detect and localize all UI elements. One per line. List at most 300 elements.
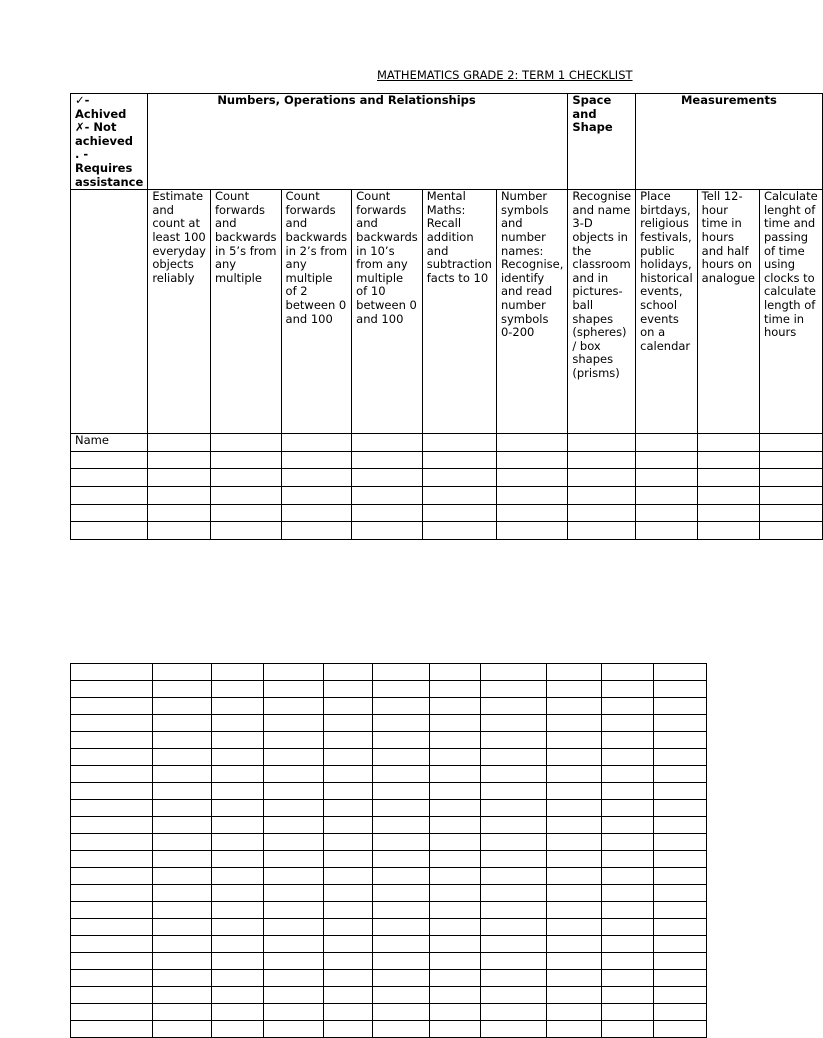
checklist-cell[interactable] xyxy=(153,851,212,868)
checklist-cell[interactable] xyxy=(481,919,547,936)
checklist-cell[interactable] xyxy=(481,698,547,715)
checklist-cell[interactable] xyxy=(212,1004,264,1021)
checklist-cell[interactable] xyxy=(324,919,373,936)
checklist-cell[interactable] xyxy=(654,902,707,919)
checklist-cell[interactable] xyxy=(153,715,212,732)
checklist-cell[interactable] xyxy=(324,1021,373,1038)
checklist-cell[interactable] xyxy=(422,469,496,487)
checklist-cell[interactable] xyxy=(324,936,373,953)
checklist-cell[interactable] xyxy=(430,715,481,732)
checklist-cell[interactable] xyxy=(264,783,324,800)
checklist-cell[interactable] xyxy=(153,885,212,902)
checklist-cell[interactable] xyxy=(153,732,212,749)
checklist-cell[interactable] xyxy=(264,902,324,919)
checklist-cell[interactable] xyxy=(636,486,698,504)
checklist-cell[interactable] xyxy=(697,469,759,487)
checklist-cell[interactable] xyxy=(430,885,481,902)
checklist-cell[interactable] xyxy=(602,664,654,681)
checklist-cell[interactable] xyxy=(281,486,352,504)
checklist-cell[interactable] xyxy=(210,451,281,469)
checklist-cell[interactable] xyxy=(547,953,602,970)
checklist-cell[interactable] xyxy=(264,936,324,953)
checklist-cell[interactable] xyxy=(373,885,430,902)
checklist-cell[interactable] xyxy=(481,783,547,800)
checklist-cell[interactable] xyxy=(547,681,602,698)
learner-name-cell[interactable] xyxy=(71,486,148,504)
checklist-cell[interactable] xyxy=(430,766,481,783)
checklist-cell[interactable] xyxy=(481,749,547,766)
learner-name-cell[interactable] xyxy=(71,987,153,1004)
checklist-cell[interactable] xyxy=(153,919,212,936)
checklist-cell[interactable] xyxy=(481,851,547,868)
checklist-cell[interactable] xyxy=(481,664,547,681)
learner-name-cell[interactable] xyxy=(71,715,153,732)
checklist-cell[interactable] xyxy=(430,698,481,715)
learner-name-cell[interactable] xyxy=(71,504,148,522)
checklist-cell[interactable] xyxy=(373,715,430,732)
checklist-cell[interactable] xyxy=(212,851,264,868)
checklist-cell[interactable] xyxy=(153,1021,212,1038)
checklist-cell[interactable] xyxy=(148,522,211,540)
checklist-cell[interactable] xyxy=(697,486,759,504)
checklist-cell[interactable] xyxy=(481,766,547,783)
checklist-cell[interactable] xyxy=(373,800,430,817)
checklist-cell[interactable] xyxy=(373,953,430,970)
checklist-cell[interactable] xyxy=(759,522,822,540)
checklist-cell[interactable] xyxy=(481,732,547,749)
checklist-cell[interactable] xyxy=(654,783,707,800)
checklist-cell[interactable] xyxy=(602,868,654,885)
checklist-cell[interactable] xyxy=(602,681,654,698)
checklist-cell[interactable] xyxy=(481,970,547,987)
checklist-cell[interactable] xyxy=(547,970,602,987)
checklist-cell[interactable] xyxy=(547,885,602,902)
checklist-cell[interactable] xyxy=(602,800,654,817)
checklist-cell[interactable] xyxy=(373,1004,430,1021)
checklist-cell[interactable] xyxy=(568,486,636,504)
checklist-cell[interactable] xyxy=(324,902,373,919)
checklist-cell[interactable] xyxy=(212,936,264,953)
checklist-cell[interactable] xyxy=(430,732,481,749)
checklist-cell[interactable] xyxy=(547,1021,602,1038)
checklist-cell[interactable] xyxy=(148,504,211,522)
checklist-cell[interactable] xyxy=(373,681,430,698)
checklist-cell[interactable] xyxy=(654,970,707,987)
checklist-cell[interactable] xyxy=(481,1021,547,1038)
checklist-cell[interactable] xyxy=(759,504,822,522)
checklist-cell[interactable] xyxy=(430,868,481,885)
checklist-cell[interactable] xyxy=(153,817,212,834)
checklist-cell[interactable] xyxy=(697,434,759,452)
checklist-cell[interactable] xyxy=(430,987,481,1004)
checklist-cell[interactable] xyxy=(210,504,281,522)
checklist-cell[interactable] xyxy=(264,1021,324,1038)
learner-name-cell[interactable] xyxy=(71,451,148,469)
checklist-cell[interactable] xyxy=(212,664,264,681)
checklist-cell[interactable] xyxy=(430,1004,481,1021)
checklist-cell[interactable] xyxy=(602,766,654,783)
checklist-cell[interactable] xyxy=(153,834,212,851)
learner-name-cell[interactable] xyxy=(71,522,148,540)
checklist-cell[interactable] xyxy=(148,451,211,469)
checklist-cell[interactable] xyxy=(654,749,707,766)
checklist-cell[interactable] xyxy=(636,469,698,487)
checklist-cell[interactable] xyxy=(654,817,707,834)
learner-name-cell[interactable] xyxy=(71,698,153,715)
checklist-cell[interactable] xyxy=(602,749,654,766)
checklist-cell[interactable] xyxy=(547,766,602,783)
checklist-cell[interactable] xyxy=(496,504,567,522)
checklist-cell[interactable] xyxy=(210,486,281,504)
checklist-cell[interactable] xyxy=(324,1004,373,1021)
checklist-cell[interactable] xyxy=(373,1021,430,1038)
checklist-cell[interactable] xyxy=(153,783,212,800)
checklist-cell[interactable] xyxy=(568,469,636,487)
checklist-cell[interactable] xyxy=(210,522,281,540)
checklist-cell[interactable] xyxy=(654,664,707,681)
checklist-cell[interactable] xyxy=(324,800,373,817)
checklist-cell[interactable] xyxy=(547,817,602,834)
checklist-cell[interactable] xyxy=(373,936,430,953)
checklist-cell[interactable] xyxy=(264,715,324,732)
learner-name-cell[interactable] xyxy=(71,919,153,936)
checklist-cell[interactable] xyxy=(373,817,430,834)
checklist-cell[interactable] xyxy=(264,970,324,987)
checklist-cell[interactable] xyxy=(153,936,212,953)
checklist-cell[interactable] xyxy=(654,834,707,851)
checklist-cell[interactable] xyxy=(602,817,654,834)
checklist-cell[interactable] xyxy=(264,1004,324,1021)
checklist-cell[interactable] xyxy=(654,868,707,885)
checklist-cell[interactable] xyxy=(281,451,352,469)
checklist-cell[interactable] xyxy=(481,834,547,851)
checklist-cell[interactable] xyxy=(481,800,547,817)
checklist-cell[interactable] xyxy=(422,451,496,469)
checklist-cell[interactable] xyxy=(636,451,698,469)
checklist-cell[interactable] xyxy=(264,953,324,970)
learner-name-cell[interactable] xyxy=(71,817,153,834)
checklist-cell[interactable] xyxy=(212,749,264,766)
checklist-cell[interactable] xyxy=(212,715,264,732)
checklist-cell[interactable] xyxy=(496,434,567,452)
checklist-cell[interactable] xyxy=(759,486,822,504)
checklist-cell[interactable] xyxy=(547,834,602,851)
checklist-cell[interactable] xyxy=(481,715,547,732)
checklist-cell[interactable] xyxy=(373,902,430,919)
checklist-cell[interactable] xyxy=(324,664,373,681)
checklist-cell[interactable] xyxy=(281,522,352,540)
checklist-cell[interactable] xyxy=(496,486,567,504)
checklist-cell[interactable] xyxy=(430,817,481,834)
checklist-cell[interactable] xyxy=(759,451,822,469)
checklist-cell[interactable] xyxy=(602,732,654,749)
checklist-cell[interactable] xyxy=(324,783,373,800)
checklist-cell[interactable] xyxy=(481,868,547,885)
checklist-cell[interactable] xyxy=(422,434,496,452)
checklist-cell[interactable] xyxy=(602,936,654,953)
checklist-cell[interactable] xyxy=(212,953,264,970)
checklist-cell[interactable] xyxy=(324,681,373,698)
checklist-cell[interactable] xyxy=(153,1004,212,1021)
checklist-cell[interactable] xyxy=(324,953,373,970)
checklist-cell[interactable] xyxy=(636,522,698,540)
checklist-cell[interactable] xyxy=(547,902,602,919)
checklist-cell[interactable] xyxy=(547,749,602,766)
checklist-cell[interactable] xyxy=(636,504,698,522)
checklist-cell[interactable] xyxy=(210,434,281,452)
checklist-cell[interactable] xyxy=(212,783,264,800)
checklist-cell[interactable] xyxy=(153,664,212,681)
learner-name-cell[interactable] xyxy=(71,953,153,970)
checklist-cell[interactable] xyxy=(324,868,373,885)
checklist-cell[interactable] xyxy=(373,868,430,885)
checklist-cell[interactable] xyxy=(264,749,324,766)
checklist-cell[interactable] xyxy=(602,698,654,715)
checklist-cell[interactable] xyxy=(430,851,481,868)
checklist-cell[interactable] xyxy=(496,522,567,540)
checklist-cell[interactable] xyxy=(547,732,602,749)
checklist-cell[interactable] xyxy=(636,434,698,452)
checklist-cell[interactable] xyxy=(430,1021,481,1038)
checklist-cell[interactable] xyxy=(547,868,602,885)
checklist-cell[interactable] xyxy=(654,1004,707,1021)
checklist-cell[interactable] xyxy=(654,800,707,817)
checklist-cell[interactable] xyxy=(153,987,212,1004)
checklist-cell[interactable] xyxy=(602,953,654,970)
checklist-cell[interactable] xyxy=(654,936,707,953)
checklist-cell[interactable] xyxy=(264,817,324,834)
checklist-cell[interactable] xyxy=(324,698,373,715)
checklist-cell[interactable] xyxy=(602,902,654,919)
checklist-cell[interactable] xyxy=(324,885,373,902)
checklist-cell[interactable] xyxy=(212,970,264,987)
checklist-cell[interactable] xyxy=(568,504,636,522)
checklist-cell[interactable] xyxy=(697,451,759,469)
learner-name-cell[interactable] xyxy=(71,851,153,868)
checklist-cell[interactable] xyxy=(373,834,430,851)
checklist-cell[interactable] xyxy=(422,522,496,540)
checklist-cell[interactable] xyxy=(212,902,264,919)
checklist-cell[interactable] xyxy=(430,664,481,681)
checklist-cell[interactable] xyxy=(602,783,654,800)
checklist-cell[interactable] xyxy=(430,970,481,987)
checklist-cell[interactable] xyxy=(697,504,759,522)
checklist-cell[interactable] xyxy=(654,919,707,936)
checklist-cell[interactable] xyxy=(373,664,430,681)
checklist-cell[interactable] xyxy=(654,681,707,698)
checklist-cell[interactable] xyxy=(324,851,373,868)
checklist-cell[interactable] xyxy=(602,885,654,902)
checklist-cell[interactable] xyxy=(352,486,423,504)
checklist-cell[interactable] xyxy=(373,783,430,800)
checklist-cell[interactable] xyxy=(264,834,324,851)
checklist-cell[interactable] xyxy=(430,749,481,766)
learner-name-cell[interactable] xyxy=(71,800,153,817)
learner-name-cell[interactable] xyxy=(71,936,153,953)
checklist-cell[interactable] xyxy=(547,919,602,936)
checklist-cell[interactable] xyxy=(212,834,264,851)
checklist-cell[interactable] xyxy=(212,987,264,1004)
checklist-cell[interactable] xyxy=(568,434,636,452)
checklist-cell[interactable] xyxy=(212,817,264,834)
checklist-cell[interactable] xyxy=(264,851,324,868)
checklist-cell[interactable] xyxy=(324,817,373,834)
checklist-cell[interactable] xyxy=(481,953,547,970)
checklist-cell[interactable] xyxy=(281,504,352,522)
checklist-cell[interactable] xyxy=(602,1004,654,1021)
checklist-cell[interactable] xyxy=(212,732,264,749)
checklist-cell[interactable] xyxy=(352,469,423,487)
checklist-cell[interactable] xyxy=(373,987,430,1004)
checklist-cell[interactable] xyxy=(264,919,324,936)
learner-name-cell[interactable] xyxy=(71,783,153,800)
checklist-cell[interactable] xyxy=(153,800,212,817)
checklist-cell[interactable] xyxy=(602,970,654,987)
checklist-cell[interactable] xyxy=(373,919,430,936)
checklist-cell[interactable] xyxy=(430,953,481,970)
checklist-cell[interactable] xyxy=(759,434,822,452)
checklist-cell[interactable] xyxy=(547,800,602,817)
checklist-cell[interactable] xyxy=(547,987,602,1004)
checklist-cell[interactable] xyxy=(654,698,707,715)
checklist-cell[interactable] xyxy=(422,486,496,504)
checklist-cell[interactable] xyxy=(352,451,423,469)
learner-name-cell[interactable] xyxy=(71,664,153,681)
checklist-cell[interactable] xyxy=(212,698,264,715)
checklist-cell[interactable] xyxy=(324,987,373,1004)
checklist-cell[interactable] xyxy=(373,732,430,749)
checklist-cell[interactable] xyxy=(264,987,324,1004)
checklist-cell[interactable] xyxy=(324,834,373,851)
checklist-cell[interactable] xyxy=(430,681,481,698)
checklist-cell[interactable] xyxy=(212,766,264,783)
checklist-cell[interactable] xyxy=(153,681,212,698)
checklist-cell[interactable] xyxy=(568,451,636,469)
checklist-cell[interactable] xyxy=(264,766,324,783)
checklist-cell[interactable] xyxy=(481,885,547,902)
checklist-cell[interactable] xyxy=(153,749,212,766)
learner-name-cell[interactable] xyxy=(71,970,153,987)
checklist-cell[interactable] xyxy=(547,664,602,681)
learner-name-cell[interactable] xyxy=(71,902,153,919)
learner-name-cell[interactable] xyxy=(71,885,153,902)
checklist-cell[interactable] xyxy=(654,885,707,902)
checklist-cell[interactable] xyxy=(481,681,547,698)
checklist-cell[interactable] xyxy=(324,970,373,987)
learner-name-cell[interactable] xyxy=(71,749,153,766)
checklist-cell[interactable] xyxy=(324,749,373,766)
checklist-cell[interactable] xyxy=(602,834,654,851)
checklist-cell[interactable] xyxy=(153,953,212,970)
checklist-cell[interactable] xyxy=(547,698,602,715)
learner-name-cell[interactable] xyxy=(71,1004,153,1021)
checklist-cell[interactable] xyxy=(602,1021,654,1038)
checklist-cell[interactable] xyxy=(568,522,636,540)
checklist-cell[interactable] xyxy=(148,434,211,452)
checklist-cell[interactable] xyxy=(373,766,430,783)
checklist-cell[interactable] xyxy=(281,469,352,487)
checklist-cell[interactable] xyxy=(654,953,707,970)
learner-name-cell[interactable] xyxy=(71,732,153,749)
checklist-cell[interactable] xyxy=(212,885,264,902)
checklist-cell[interactable] xyxy=(481,1004,547,1021)
checklist-cell[interactable] xyxy=(264,664,324,681)
checklist-cell[interactable] xyxy=(481,817,547,834)
checklist-cell[interactable] xyxy=(373,970,430,987)
learner-name-cell[interactable] xyxy=(71,681,153,698)
checklist-cell[interactable] xyxy=(324,715,373,732)
checklist-cell[interactable] xyxy=(264,681,324,698)
checklist-cell[interactable] xyxy=(654,715,707,732)
checklist-cell[interactable] xyxy=(481,902,547,919)
checklist-cell[interactable] xyxy=(264,885,324,902)
checklist-cell[interactable] xyxy=(496,451,567,469)
checklist-cell[interactable] xyxy=(153,766,212,783)
checklist-cell[interactable] xyxy=(153,698,212,715)
checklist-cell[interactable] xyxy=(430,936,481,953)
checklist-cell[interactable] xyxy=(430,800,481,817)
checklist-cell[interactable] xyxy=(212,681,264,698)
learner-name-cell[interactable] xyxy=(71,1021,153,1038)
checklist-cell[interactable] xyxy=(352,504,423,522)
checklist-cell[interactable] xyxy=(264,698,324,715)
checklist-cell[interactable] xyxy=(430,902,481,919)
checklist-cell[interactable] xyxy=(264,732,324,749)
checklist-cell[interactable] xyxy=(602,919,654,936)
learner-name-cell[interactable] xyxy=(71,868,153,885)
checklist-cell[interactable] xyxy=(212,800,264,817)
checklist-cell[interactable] xyxy=(654,987,707,1004)
checklist-cell[interactable] xyxy=(654,1021,707,1038)
checklist-cell[interactable] xyxy=(430,919,481,936)
learner-name-cell[interactable] xyxy=(71,766,153,783)
checklist-cell[interactable] xyxy=(430,783,481,800)
checklist-cell[interactable] xyxy=(148,486,211,504)
checklist-cell[interactable] xyxy=(481,987,547,1004)
checklist-cell[interactable] xyxy=(481,936,547,953)
checklist-cell[interactable] xyxy=(148,469,211,487)
checklist-cell[interactable] xyxy=(496,469,567,487)
checklist-cell[interactable] xyxy=(547,936,602,953)
checklist-cell[interactable] xyxy=(212,919,264,936)
checklist-cell[interactable] xyxy=(547,1004,602,1021)
checklist-cell[interactable] xyxy=(373,698,430,715)
learner-name-cell[interactable] xyxy=(71,834,153,851)
checklist-cell[interactable] xyxy=(153,902,212,919)
checklist-cell[interactable] xyxy=(430,834,481,851)
checklist-cell[interactable] xyxy=(654,851,707,868)
checklist-cell[interactable] xyxy=(264,800,324,817)
checklist-cell[interactable] xyxy=(373,851,430,868)
checklist-cell[interactable] xyxy=(352,522,423,540)
checklist-cell[interactable] xyxy=(547,715,602,732)
checklist-cell[interactable] xyxy=(547,851,602,868)
checklist-cell[interactable] xyxy=(759,469,822,487)
checklist-cell[interactable] xyxy=(153,970,212,987)
checklist-cell[interactable] xyxy=(212,1021,264,1038)
learner-name-cell[interactable] xyxy=(71,469,148,487)
checklist-cell[interactable] xyxy=(602,851,654,868)
checklist-cell[interactable] xyxy=(352,434,423,452)
checklist-cell[interactable] xyxy=(654,766,707,783)
checklist-cell[interactable] xyxy=(547,783,602,800)
checklist-cell[interactable] xyxy=(602,987,654,1004)
checklist-cell[interactable] xyxy=(324,766,373,783)
checklist-cell[interactable] xyxy=(373,749,430,766)
checklist-cell[interactable] xyxy=(697,522,759,540)
checklist-cell[interactable] xyxy=(281,434,352,452)
checklist-cell[interactable] xyxy=(264,868,324,885)
